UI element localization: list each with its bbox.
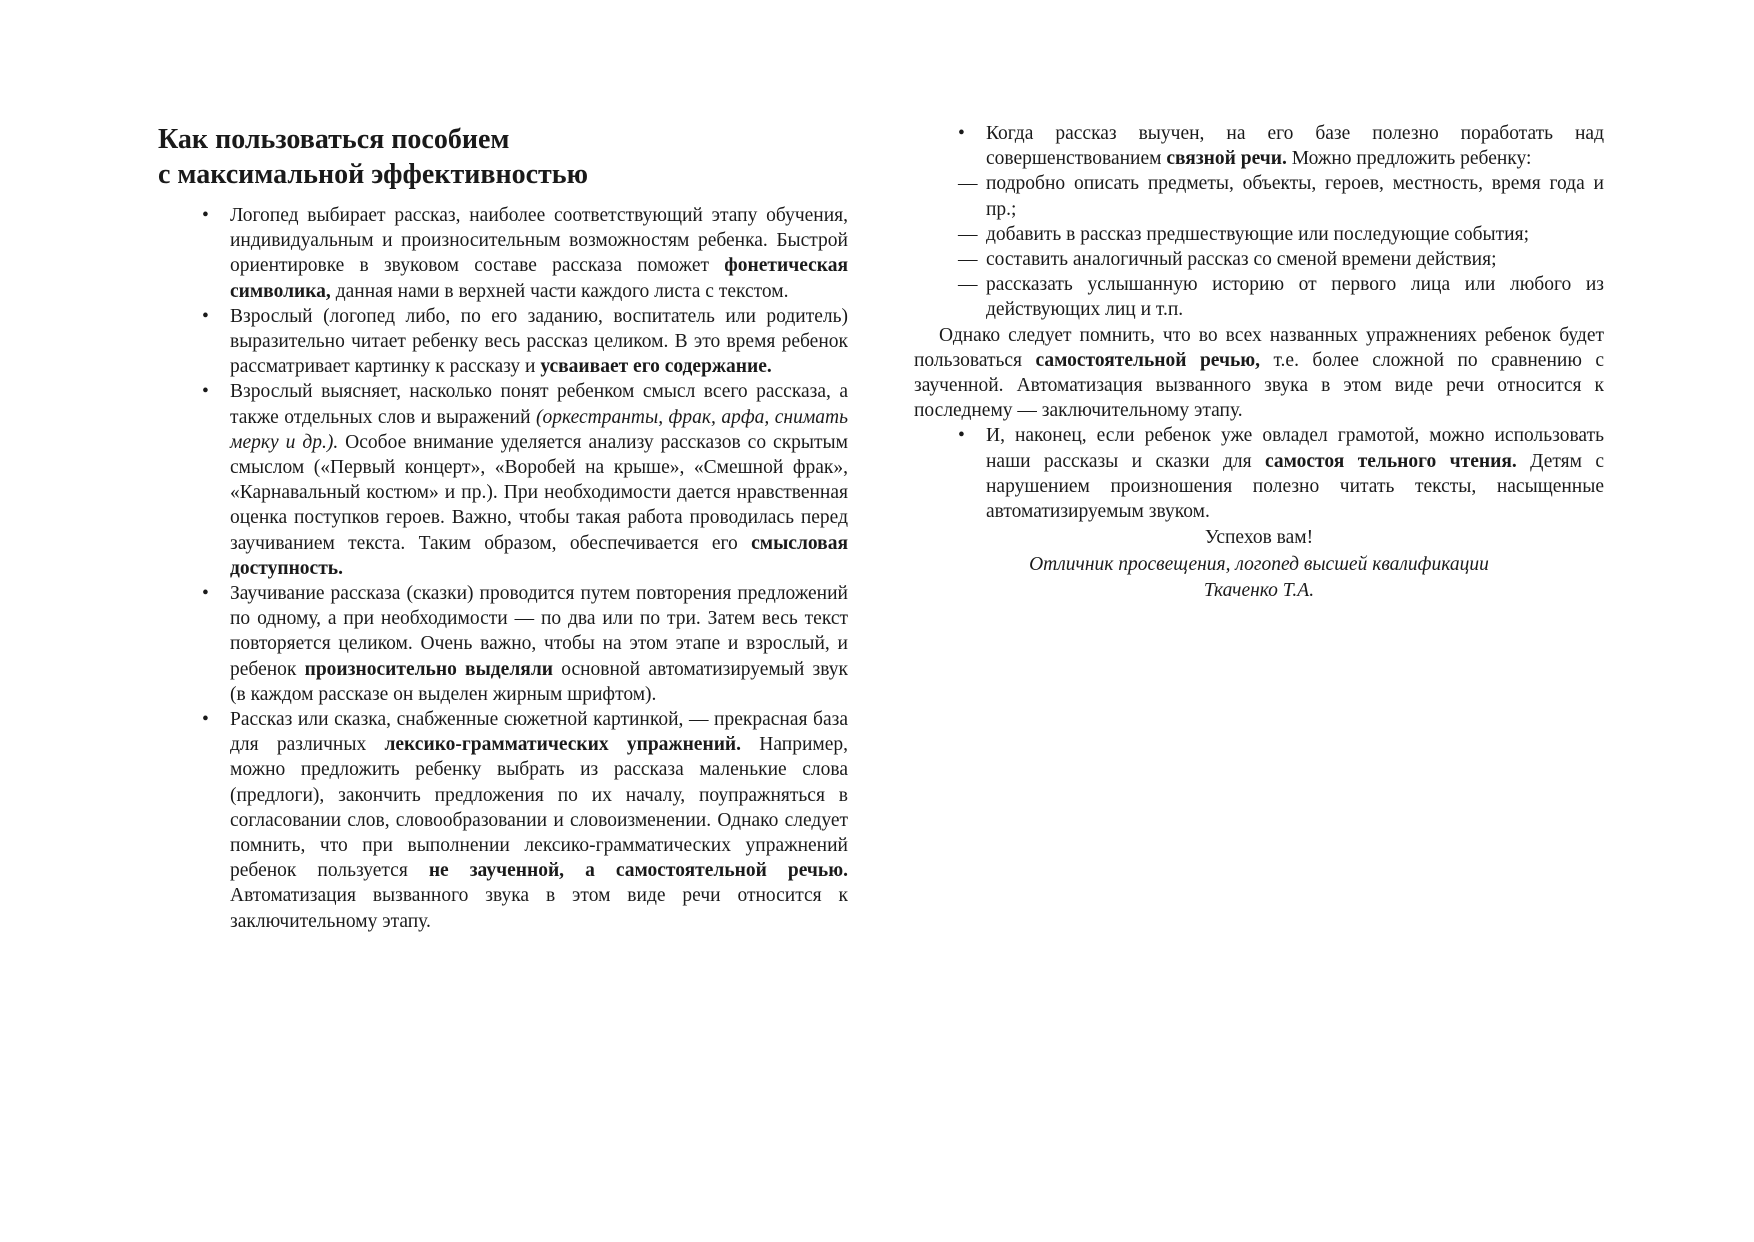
list-item: • Взрослый выясняет, насколько понят ребенком смысл всего рассказа, а также отдельных слов и выражений (оркестранты, фрак, арфа, снимать мерку и др.). Особое внимание уделяется анализу рассказов со скрытым смыслом («Первый концерт», «Воробей на крыше», «Смешной фрак», «Карнавальный костюм» и пр.). При необходимости дается нравственная оценка поступков героев. Важно, чтобы такая работа проводилась перед заучиванием текста. Таким образом, обеспечивается его смысловая доступность. [158,379,848,581]
list-item: • Взрослый (логопед либо, по его заданию, воспитатель или родитель) выразительно читает ребенку весь рассказ целиком. В это время ребенок рассматривает картинку к рассказу и усваивает его содержание. [158,304,848,380]
dash-item: — составить аналогичный рассказ со сменой времени действия; [914,247,1604,272]
author-credentials: Отличник просвещения, логопед высшей квалификации [1029,554,1489,576]
title-line-1: Как пользоваться пособием [158,124,510,155]
right-page [914,121,1604,604]
page-title [158,122,588,192]
list-item: • Заучивание рассказа (сказки) проводится путем повторения предложений по одному, а при необходимости — по два или по три. Затем весь текст повторяется целиком. Очень важно, чтобы на этом этапе и взрослый, и ребенок произносительно выделяли основной автоматизируемый звук (в каждом рассказе он выделен жирным шрифтом). [158,581,848,707]
list-item: • И, наконец, если ребенок уже овладел грамотой, можно использовать наши рассказы и сказки для самостоя тельного чтения. Детям с нарушением произношения полезно читать тексты, насыщенные автоматизируемым звуком. [914,423,1604,524]
note-paragraph: Однако следует помнить, что во всех названных упражнениях ребенок будет пользоваться самостоятельной речью, т.е. более сложной по сравнению с заученной. Автоматизация вызванного звука в этом виде речи относится к последнему — заключительному этапу. [914,324,1604,422]
title-line-2: с максимальной эффективностью [158,159,588,190]
exercise-dash-list [914,171,1604,322]
list-item: • Когда рассказ выучен, на его базе полезно поработать над совершенствованием связной речи. Можно предложить ребенку: [914,121,1604,171]
dash-item: — рассказать услышанную историю от первого лица или любого из действующих лиц и т.п. [914,272,1604,322]
closing-greeting: Успехов вам! [1204,527,1314,549]
author-name: Ткаченко Т.А. [1203,580,1315,602]
list-item: • Логопед выбирает рассказ, наиболее соответствующий этапу обучения, индивидуальным и произносительным возможностям ребенка. Быстрой ориентировке в звуковом составе рассказа поможет фонетическая символика, данная нами в верхней части каждого листа с текстом. [158,203,848,304]
right-bullet-2 [914,423,1604,524]
dash-item: — добавить в рассказ предшествующие или последующие события; [914,222,1604,247]
right-bullet-1 [914,121,1604,171]
list-item: • Рассказ или сказка, снабженные сюжетной картинкой, — прекрасная база для различных лексико-грамматических упражнений. Например, можно предложить ребенку выбрать из рассказа маленькие слова (предлоги), закончить предложения по их началу, поупражняться в согласовании слов, словообразовании и словоизменении. Однако следует помнить, что при выполнении лексико-грамматических упражнений ребенок пользуется не заученной, а самостоятельной речью. Автоматизация вызванного звука в этом виде речи относится к заключительному этапу. [158,707,848,934]
dash-item: — подробно описать предметы, объекты, героев, местность, время года и пр.; [914,171,1604,221]
instructions-list [158,203,848,934]
